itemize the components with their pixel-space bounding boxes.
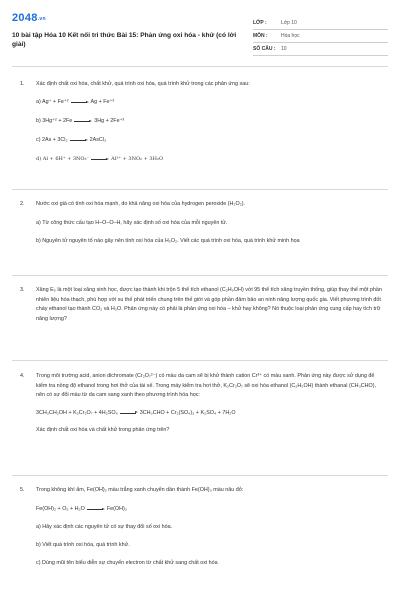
meta-row-subject xyxy=(253,30,388,43)
equation-right: 2AsCl₃ xyxy=(89,137,107,143)
divider xyxy=(12,66,388,67)
equation-a xyxy=(36,98,384,107)
meta-row-class xyxy=(253,17,388,30)
question-number: 2. xyxy=(20,201,25,207)
equation-left: c) 2As + 3Cl₂ xyxy=(36,137,68,143)
sub-question: a) Từ công thức cấu tạo H–O–O–H, hãy xác định số oxi hóa của mỗi nguyên tử. xyxy=(36,220,228,226)
sub-question: b) Nguyên tử nguyên tố nào gây nên tính oxi hóa của H₂O₂. Viết các quá trình oxi hóa, quá trình khử minh họa xyxy=(36,238,300,244)
question-4 xyxy=(12,372,384,435)
equation-right: 3Hg + 2Fe⁺³ xyxy=(94,118,125,124)
header xyxy=(12,12,388,60)
meta-value: 10 xyxy=(281,46,287,52)
equation-left: b) 3Hg⁺² + 2Fe xyxy=(36,118,73,124)
sub-question: b) Viết quá trình oxi hóa, quá trình khử. xyxy=(36,542,130,548)
sub-question: a) Hãy xác định các nguyên tử có sự thay đổi số oxi hóa. xyxy=(36,524,173,530)
question-text: Trong không khí ẩm, Fe(OH)₂ màu trắng xanh chuyển dần thành Fe(OH)₃ màu nâu đỏ: xyxy=(36,487,244,493)
equation-right: Fe(OH)₃ xyxy=(106,506,127,512)
question-number: 5. xyxy=(20,487,25,493)
logo-tld: .vn xyxy=(37,16,46,22)
page-title: 10 bài tập Hóa 10 Kết nối tri thức Bài 15: Phản ứng oxi hóa - khử (có lời giải) xyxy=(12,32,237,48)
sub-question: c) Dùng mũi tên biểu diễn sự chuyển electron từ chất khử sang chất oxi hóa xyxy=(36,560,218,566)
equation-b xyxy=(36,117,384,126)
site-logo[interactable] xyxy=(12,12,46,24)
meta-key: MÔN : xyxy=(253,33,268,39)
equation-left: d) Al + 6H⁺ + 3NO₃⁻ xyxy=(36,156,90,162)
question-text: Xăng E₅ là một loại xăng sinh học, được tạo thành khi trộn 5 thể tích ethanol (C₂H₅OH) với 95 thể tích xăng truyền thống, giúp thay thế một phần nhiên liệu hóa thạch, phù hợp với xu thế phát triển chung trên thế giới và góp phần đảm bảo an ninh năng lượng quốc gia. Viết phương trình đốt cháy ethanol tạo thành CO₂ và H₂O. Phản ứng này có phải là phản ứng oxi hóa – khử hay không? Nó thuộc loại phản ứng cung cấp hay tích trữ năng lượng? xyxy=(36,287,382,322)
meta-table xyxy=(253,17,388,56)
meta-value: Hóa học xyxy=(281,33,300,39)
question-followup: Xác định chất oxi hóa và chất khử trong phản ứng trên? xyxy=(36,426,170,433)
question-3 xyxy=(12,286,384,324)
divider xyxy=(12,475,388,476)
arrow-icon xyxy=(74,119,92,124)
divider xyxy=(12,360,388,361)
arrow-icon xyxy=(87,507,105,512)
arrow-icon xyxy=(71,100,89,105)
meta-row-count xyxy=(253,43,388,56)
question-text: Xác định chất oxi hóa, chất khử, quá trình oxi hóa, quá trình khử trong các phản ứng sau: xyxy=(36,81,250,87)
question-text: Trong môi trường acid, anion dichromate (Cr₂O₇²⁻) có màu da cam sẽ bị khử thành cation Cr³⁺ có màu xanh. Phản ứng này được sử dụng để kiểm tra nồng độ ethanol trong hơi thở của tài xế. Trong máy kiểm tra hơi thở, K₂Cr₂O₇ sẽ oxi hóa ethanol (C₂H₅OH) thành ethanal (CH₃CHO), nên có sự đổi màu từ da cam sang xanh theo phương trình hóa học: xyxy=(36,373,377,399)
logo-text: 2048 xyxy=(12,12,38,24)
divider xyxy=(12,275,388,276)
question-text: Nước oxi già có tính oxi hóa mạnh, do khả năng oxi hóa của hydrogen peroxide (H₂O₂). xyxy=(36,201,246,207)
equation-left: Fe(OH)₂ + O₂ + H₂O xyxy=(36,506,85,512)
question-number: 1. xyxy=(20,81,25,87)
equation-d xyxy=(36,155,384,164)
equation-main xyxy=(36,505,384,514)
equation-right: Al³⁺ + 3NO₂ + 3H₂O xyxy=(111,156,164,162)
question-2 xyxy=(12,200,384,246)
equation-main xyxy=(36,409,384,418)
question-number: 4. xyxy=(20,373,25,379)
question-5 xyxy=(12,486,384,568)
question-1 xyxy=(12,80,384,164)
question-number: 3. xyxy=(20,287,25,293)
equation-right: 3CH₃CHO + Cr₂(SO₄)₃ + K₂SO₄ + 7H₂O xyxy=(139,409,236,416)
equation-c xyxy=(36,136,384,145)
equation-right: Ag + Fe⁺³ xyxy=(90,99,115,105)
meta-key: LỚP : xyxy=(253,20,267,26)
equation-left: a) Ag⁺ + Fe⁺² xyxy=(36,99,69,105)
meta-key: SỐ CÂU : xyxy=(253,46,276,52)
arrow-icon xyxy=(70,138,88,143)
arrow-icon xyxy=(91,157,109,162)
divider xyxy=(12,189,388,190)
arrow-icon xyxy=(120,411,138,416)
equation-left: 3CH₃CH₂OH + K₂Cr₂O₇ + 4H₂SO₄ xyxy=(36,409,118,416)
meta-value: Lớp 10 xyxy=(281,20,297,26)
